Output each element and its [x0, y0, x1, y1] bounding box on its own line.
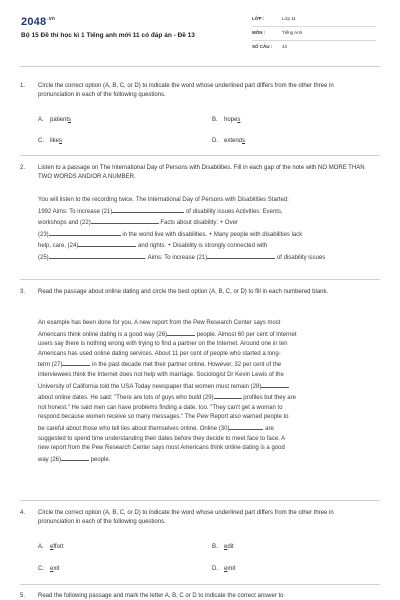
text-span: in the world live with disabilities. + Many people with disabilities lack	[122, 231, 303, 238]
text-line: users say there is nothing wrong with trying to find a partner on the Internet. Around one in ten	[38, 341, 288, 348]
text-span: are	[265, 425, 274, 432]
text-line: new report from the Pew Research Center says most Americans think online dating is a good	[38, 445, 285, 452]
meta-key: LỚP :	[252, 16, 265, 21]
text-line	[38, 423, 374, 435]
logo-text: 2048	[21, 16, 47, 28]
option-a[interactable]	[38, 117, 71, 123]
gap-30[interactable]	[229, 423, 263, 430]
option-word: xit	[53, 566, 60, 572]
gap-28[interactable]	[261, 381, 289, 388]
gap-29[interactable]	[214, 392, 242, 399]
text-span: about online dates. He said: "There are lots of guys who build (29)	[38, 395, 214, 402]
meta-divider	[252, 40, 376, 41]
option-word: hope	[224, 117, 238, 123]
option-d[interactable]	[212, 566, 235, 572]
meta-value: Lớp 11	[282, 16, 296, 21]
text-span: of disability issues Activities: Events,	[185, 208, 283, 215]
meta-count	[252, 44, 287, 49]
option-underline: e	[50, 566, 54, 572]
text-span: term (27)	[38, 362, 63, 369]
text-span: . Aims: To increase (21)	[144, 254, 208, 261]
text-line	[38, 392, 374, 404]
text-span: (25)	[38, 254, 49, 261]
text-line: Americans has used online dating services. About 11 per cent of people who started a long-	[38, 350, 281, 357]
option-underline: e	[224, 566, 228, 572]
option-letter: B.	[212, 117, 218, 123]
option-c[interactable]	[38, 138, 62, 144]
option-c[interactable]	[38, 566, 59, 572]
question-divider	[20, 279, 380, 280]
question-text: Circle the correct option (A, B, C, or D) to indicate the word whose underlined part differs from the other three in pronunciation in each of the following questions.	[38, 83, 334, 99]
text-span: 1992 Aims: To increase (21)	[38, 208, 113, 215]
question-number: 1.	[20, 83, 26, 89]
text-line	[38, 240, 374, 252]
option-b[interactable]	[212, 544, 234, 550]
question-text: Circle the correct option (A, B, C, or D) to indicate the word whose underlined part differs from the other three in pronunciation in each of the following questions.	[38, 510, 334, 526]
text-line: suggested to spend time understanding their dates before they decide to meet face to face. A	[38, 435, 286, 442]
text-line: You will listen to the recording twice. The International Day of Persons with Disabilities Started:	[38, 197, 289, 203]
header-divider	[20, 66, 380, 67]
text-span: people. Almost 60 per cent of Internet	[196, 331, 297, 338]
text-span: be careful about those who tell lies about themselves online. Online (30)	[38, 425, 230, 432]
question-number: 4.	[20, 510, 26, 516]
option-underline: s	[242, 138, 246, 144]
text-line	[38, 206, 374, 218]
question-number: 3.	[20, 289, 26, 295]
meta-value: Tiếng Anh	[282, 30, 303, 35]
option-underline: e	[50, 544, 54, 550]
text-line	[38, 454, 374, 466]
option-word: mit	[227, 566, 236, 572]
question-divider	[20, 155, 380, 156]
text-span: profiles but they are	[243, 395, 296, 402]
option-word: extend	[224, 138, 243, 144]
text-span: people.	[90, 456, 111, 463]
option-underline: e	[224, 544, 228, 550]
gap-22[interactable]	[91, 217, 159, 224]
text-span: and rights. + Disability is strongly connected with	[138, 243, 268, 250]
option-letter: A.	[38, 544, 44, 550]
option-d[interactable]	[212, 138, 245, 144]
text-line	[38, 252, 374, 264]
option-letter: B.	[212, 544, 218, 550]
meta-class	[252, 16, 296, 21]
text-span: way (26)	[38, 456, 62, 463]
text-span: in the past decade met their partner online. However, 32 per cent of the	[92, 362, 282, 369]
option-underline: s	[68, 117, 72, 123]
text-line	[38, 217, 374, 229]
text-span: Americans think online dating is a good way (26)	[38, 331, 168, 338]
meta-subject	[252, 30, 302, 35]
text-line: respond because women receive so many messages." The Pew Report also warned people to	[38, 414, 289, 421]
text-span: of disability issues	[276, 254, 326, 261]
question-number: 2.	[20, 165, 26, 171]
gap-21[interactable]	[112, 206, 184, 213]
document-header	[0, 0, 400, 64]
text-span: (23)	[38, 231, 49, 238]
option-word: patient	[50, 117, 69, 123]
text-line: interviewees think the Internet does not help with marriage. Sociologist Dr Kevin Lewis of the	[38, 371, 284, 378]
option-letter: D.	[212, 138, 218, 144]
site-logo[interactable]	[21, 16, 55, 28]
option-letter: A.	[38, 117, 44, 123]
gap-21[interactable]	[207, 252, 275, 259]
question-text: Read the passage about online dating and circle the best option (A, B, C, or D) to fill in each numbered blank.	[38, 289, 329, 295]
text-line: An example has been done for you. A new report from the Pew Research Center says most	[38, 320, 281, 326]
gap-24[interactable]	[78, 240, 136, 247]
reading-passage	[38, 319, 374, 465]
gap-25[interactable]	[49, 252, 145, 259]
gap-23[interactable]	[49, 229, 121, 236]
meta-divider	[252, 26, 376, 27]
option-letter: C.	[38, 138, 44, 144]
option-word: ffort	[53, 544, 64, 550]
text-span: help, care, (24)	[38, 243, 79, 250]
meta-key: MÔN :	[252, 30, 266, 35]
question-text: Read the following passage and mark the letter A, B, C or D to indicate the correct answer to	[38, 593, 284, 599]
option-letter: C.	[38, 566, 44, 572]
document-title: Bộ 15 Đề thi học kì 1 Tiếng anh mới 11 có đáp án - Đề 13	[21, 32, 195, 39]
question-divider	[20, 584, 380, 585]
text-span: University of California told the USA Today newspaper that women must remain (28)	[38, 383, 262, 390]
option-letter: D.	[212, 566, 218, 572]
logo-suffix: .vn	[47, 16, 56, 23]
option-word: like	[50, 138, 60, 144]
gap-26[interactable]	[167, 329, 195, 336]
option-word: dit	[227, 544, 234, 550]
question-number: 5.	[20, 593, 26, 599]
text-line	[38, 359, 374, 371]
question-divider	[20, 500, 380, 501]
meta-key: SỐ CÂU :	[252, 44, 273, 49]
text-span: workshops and (22)	[38, 220, 91, 227]
question-text: Listen to a passage on The International Day of Persons with Disabilities. Fill in each gap of the note with NO MORE THAN TWO WORDS AND/OR A NUMBER.	[38, 165, 365, 181]
listening-notes	[38, 196, 374, 264]
meta-value: 43	[282, 44, 288, 49]
text-line	[38, 229, 374, 241]
option-underline: s	[59, 138, 63, 144]
text-line: not honest." He said men can have problems finding a date, too. "They can't get a woman to	[38, 404, 283, 411]
text-span: Facts about disability: + Over	[160, 220, 238, 227]
gap-26[interactable]	[61, 454, 89, 461]
option-underline: s	[237, 117, 241, 123]
text-line	[38, 329, 374, 341]
option-a[interactable]	[38, 544, 64, 550]
gap-27[interactable]	[62, 359, 90, 366]
option-b[interactable]	[212, 117, 240, 123]
text-line	[38, 381, 374, 393]
